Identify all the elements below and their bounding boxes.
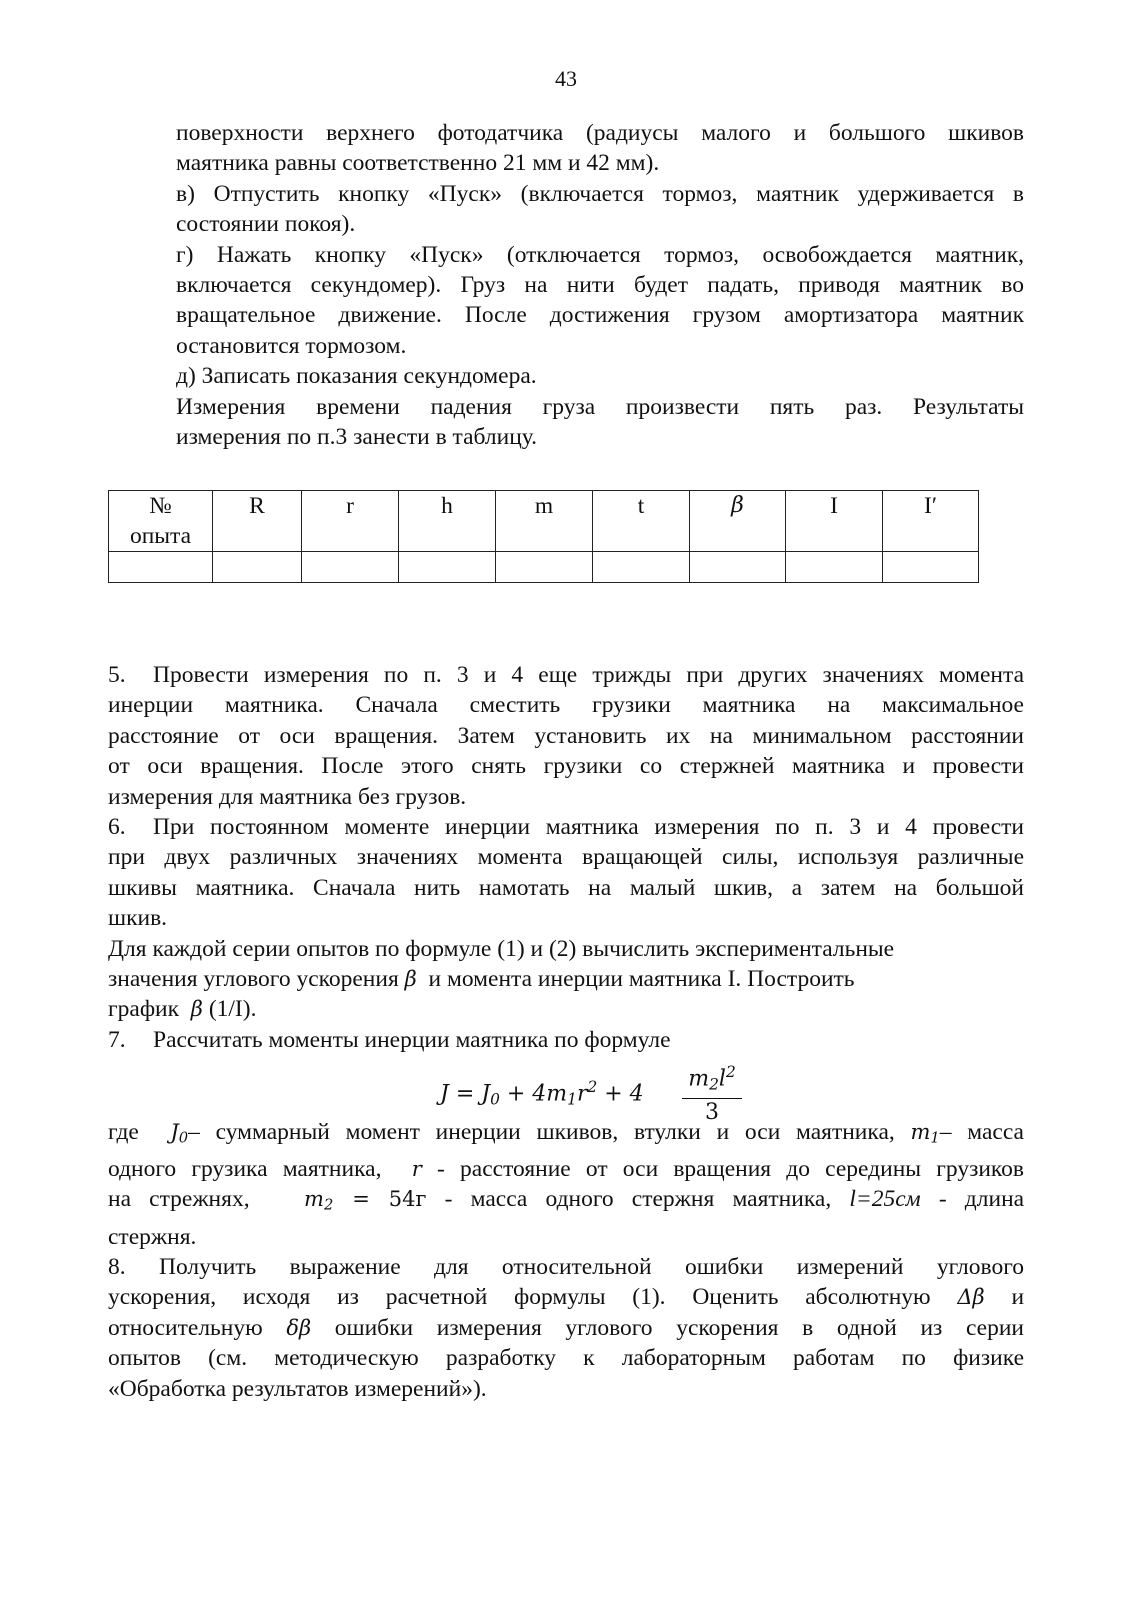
text-line: относительную δβ ошибки измерения углового ускорения в одной из серии: [108, 1314, 1025, 1341]
table-cell: [399, 552, 496, 583]
step-5: 5. Провести измерения по п. 3 и 4 еще трижды при других значениях момента: [108, 662, 1024, 688]
text-line: график β (1/I).: [108, 996, 257, 1023]
table-cell: [109, 552, 213, 583]
text-line: вращательное движение. После достижения грузом амортизатора маятник: [176, 302, 1024, 329]
text-line: маятника равны соответственно 21 мм и 42 мм).: [176, 150, 660, 177]
text-line: одного грузика маятника, r - расстояние от оси вращения до середины грузиков: [108, 1156, 1025, 1183]
table-header-cell: R: [213, 491, 302, 552]
text-line: остановится тормозом.: [176, 332, 407, 359]
text-line: «Обработка результатов измерений»).: [108, 1375, 487, 1402]
text-line: расстояние от оси вращения. Затем установить их на минимальном расстоянии: [108, 722, 1024, 749]
text-line: ускорения, исходя из расчетной формулы (1). Оценить абсолютную Δβ и: [108, 1284, 1025, 1311]
text-line: г) Нажать кнопку «Пуск» (отключается тормоз, освобождается маятник,: [176, 241, 1024, 268]
text-line: состоянии покоя).: [176, 211, 356, 238]
table-header-cell: β: [690, 491, 786, 552]
beta-symbol: β: [190, 997, 203, 1022]
table-cell: [302, 552, 399, 583]
text-line: включается секундомер). Груз на нити будет падать, приводя маятник во: [176, 272, 1024, 299]
table-header-cell: I: [786, 491, 883, 552]
table-header-row: [109, 491, 979, 552]
text-line: шкивы маятника. Сначала нить намотать на малый шкив, а затем на большой: [108, 874, 1024, 901]
text-line: Измерения времени падения груза произвести пять раз. Результаты: [176, 393, 1024, 420]
step-8: 8. Получить выражение для относительной ошибки измерений углового: [108, 1253, 1024, 1280]
text-line: измерения по п.3 занести в таблицу.: [176, 424, 538, 451]
text-line: поверхности верхнего фотодатчика (радиусы малого и большого шкивов: [176, 120, 1024, 146]
step-6: 6. При постоянном моменте инерции маятника измерения по п. 3 и 4 провести: [108, 814, 1024, 841]
text-line: шкив.: [108, 905, 168, 932]
table-header-cell: № опыта: [109, 491, 213, 552]
intro-paragraph: [176, 118, 1024, 452]
beta-symbol: β: [404, 967, 417, 992]
table-cell: [690, 552, 786, 583]
table-cell: [883, 552, 979, 583]
table-cell: [786, 552, 883, 583]
table-cell: [213, 552, 302, 583]
step-7: 7. Рассчитать моменты инерции маятника по формуле: [108, 1026, 671, 1053]
results-table: [108, 490, 979, 583]
table-header-cell: h: [399, 491, 496, 552]
table-cell: [496, 552, 593, 583]
text-line: где $J_0-$ суммарный момент инерции шкивов, втулки и оси маятника, $m_1-$ масса: [108, 1119, 1024, 1147]
table-header-cell: m: [496, 491, 593, 552]
text-line: значения углового ускорения β и момента инерции маятника I. Построить: [108, 966, 855, 993]
table-header-cell: t: [593, 491, 690, 552]
text-line: на стрежнях, $m_2 = 54г$ - масса одного стержня маятника, l=25см - длина: [108, 1186, 1025, 1215]
text-line: инерции маятника. Сначала сместить грузики маятника на максимальное: [108, 692, 1024, 719]
relative-beta-symbol: δβ: [286, 1315, 312, 1340]
text-line: в) Отпустить кнопку «Пуск» (включается тормоз, маятник удерживается в: [176, 180, 1024, 207]
text-line: измерения для маятника без грузов.: [108, 783, 467, 810]
steps-section: [108, 660, 1024, 1055]
table-header-cell: r: [302, 491, 399, 552]
text-line: при двух различных значениях момента вращающей силы, используя различные: [108, 844, 1024, 871]
text-line: д) Записать показания секундомера.: [176, 363, 537, 390]
delta-beta-symbol: Δβ: [957, 1285, 985, 1310]
table-row: [109, 552, 979, 583]
text-line: Для каждой серии опытов по формуле (1) и (2) вычислить экспериментальные: [108, 935, 895, 962]
text-line: опытов (см. методическую разработку к лабораторным работам по физике: [108, 1345, 1024, 1372]
table-cell: [593, 552, 690, 583]
page-number: 43: [555, 66, 577, 91]
formula-fraction: $\frac{m_2l^2}{3}$: [682, 1058, 742, 1127]
text-line: от оси вращения. После этого снять грузики со стержней маятника и провести: [108, 753, 1024, 780]
text-line: стержня.: [108, 1223, 197, 1250]
table-header-cell: I′: [883, 491, 979, 552]
where-section: [108, 1117, 1024, 1404]
